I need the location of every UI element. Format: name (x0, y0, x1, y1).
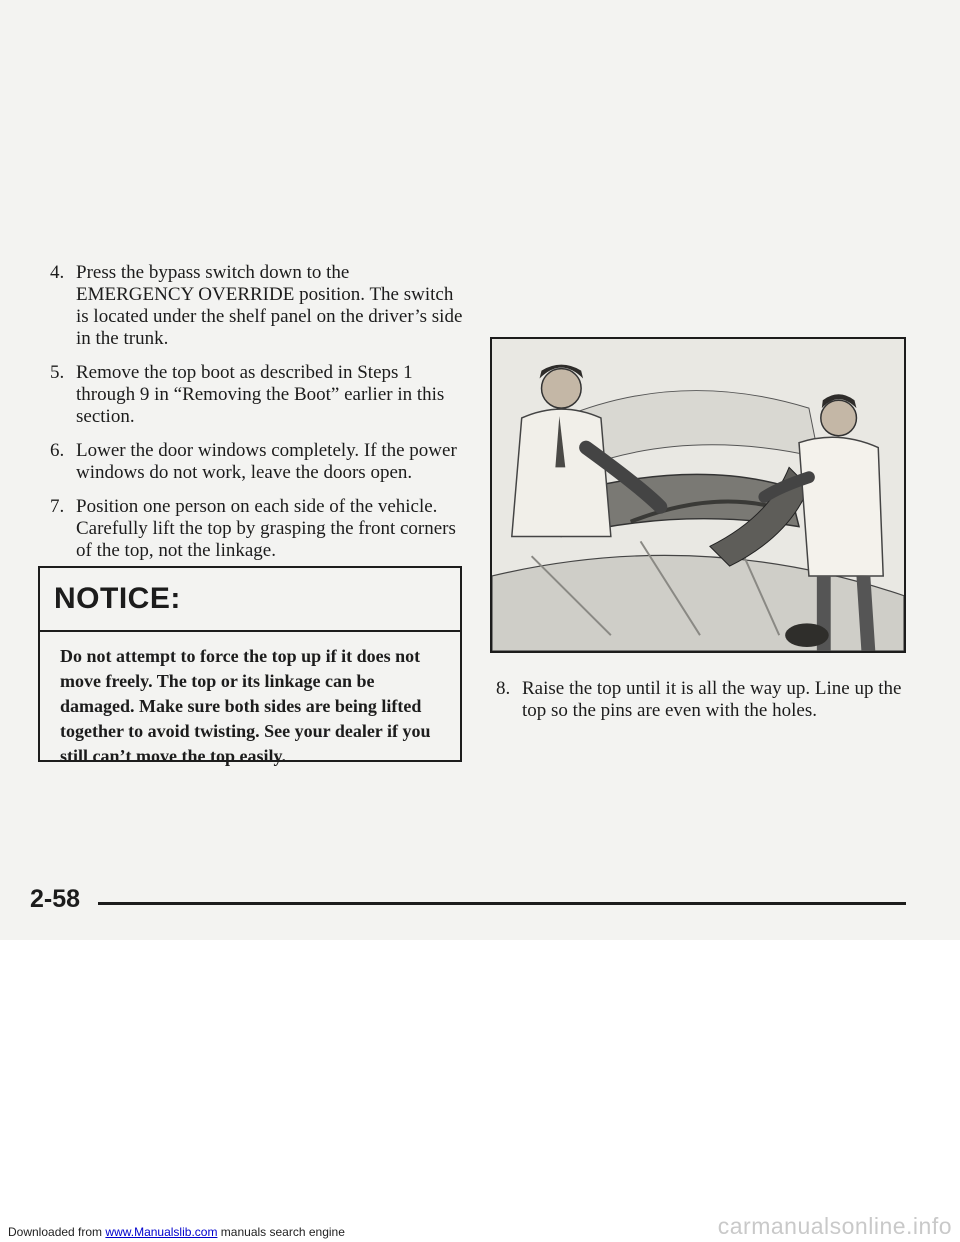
step-8 (496, 678, 906, 722)
page-number: 2-58 (30, 885, 81, 913)
notice-heading: NOTICE: (40, 568, 460, 632)
step-text: Raise the top until it is all the way up. Line up the top so the pins are even with the holes. (522, 678, 902, 721)
step-number: 5. (50, 362, 65, 383)
illustration-raising-top (490, 337, 906, 653)
step-number: 7. (50, 496, 65, 517)
step-text: Lower the door windows completely. If the power windows do not work, leave the doors open. (76, 440, 457, 483)
step-text: Position one person on each side of the vehicle. Carefully lift the top by grasping the front corners of the top, not the linkage. (76, 496, 456, 561)
steps-list (50, 262, 470, 574)
step-4 (50, 262, 470, 350)
footer-suffix: manuals search engine (220, 1225, 345, 1239)
step-text: Remove the top boot as described in Steps 1 through 9 in “Removing the Boot” earlier in this section. (76, 362, 445, 427)
step-6 (50, 440, 470, 484)
step-number: 8. (496, 678, 511, 699)
step-number: 4. (50, 262, 65, 283)
illustration-drawing (492, 339, 904, 651)
notice-body: Do not attempt to force the top up if it does not move freely. The top or its linkage can be damaged. Make sure both sides are being lifted together to avoid twisting. See your dealer if you still can’t move the top easily. (60, 646, 431, 766)
step-5 (50, 362, 470, 428)
manualslib-link[interactable]: www.Manualslib.com (105, 1225, 218, 1239)
step-number: 6. (50, 440, 65, 461)
download-footer (8, 1225, 345, 1239)
step-7 (50, 496, 470, 562)
watermark-text: carmanualsonline.info (717, 1213, 952, 1239)
step-text: Press the bypass switch down to the EMERGENCY OVERRIDE position. The switch is located under the shelf panel on the driver’s side in the trunk. (76, 262, 463, 349)
footer-prefix: Downloaded from (8, 1225, 103, 1239)
footer-rule (98, 902, 906, 905)
notice-box (38, 566, 462, 766)
